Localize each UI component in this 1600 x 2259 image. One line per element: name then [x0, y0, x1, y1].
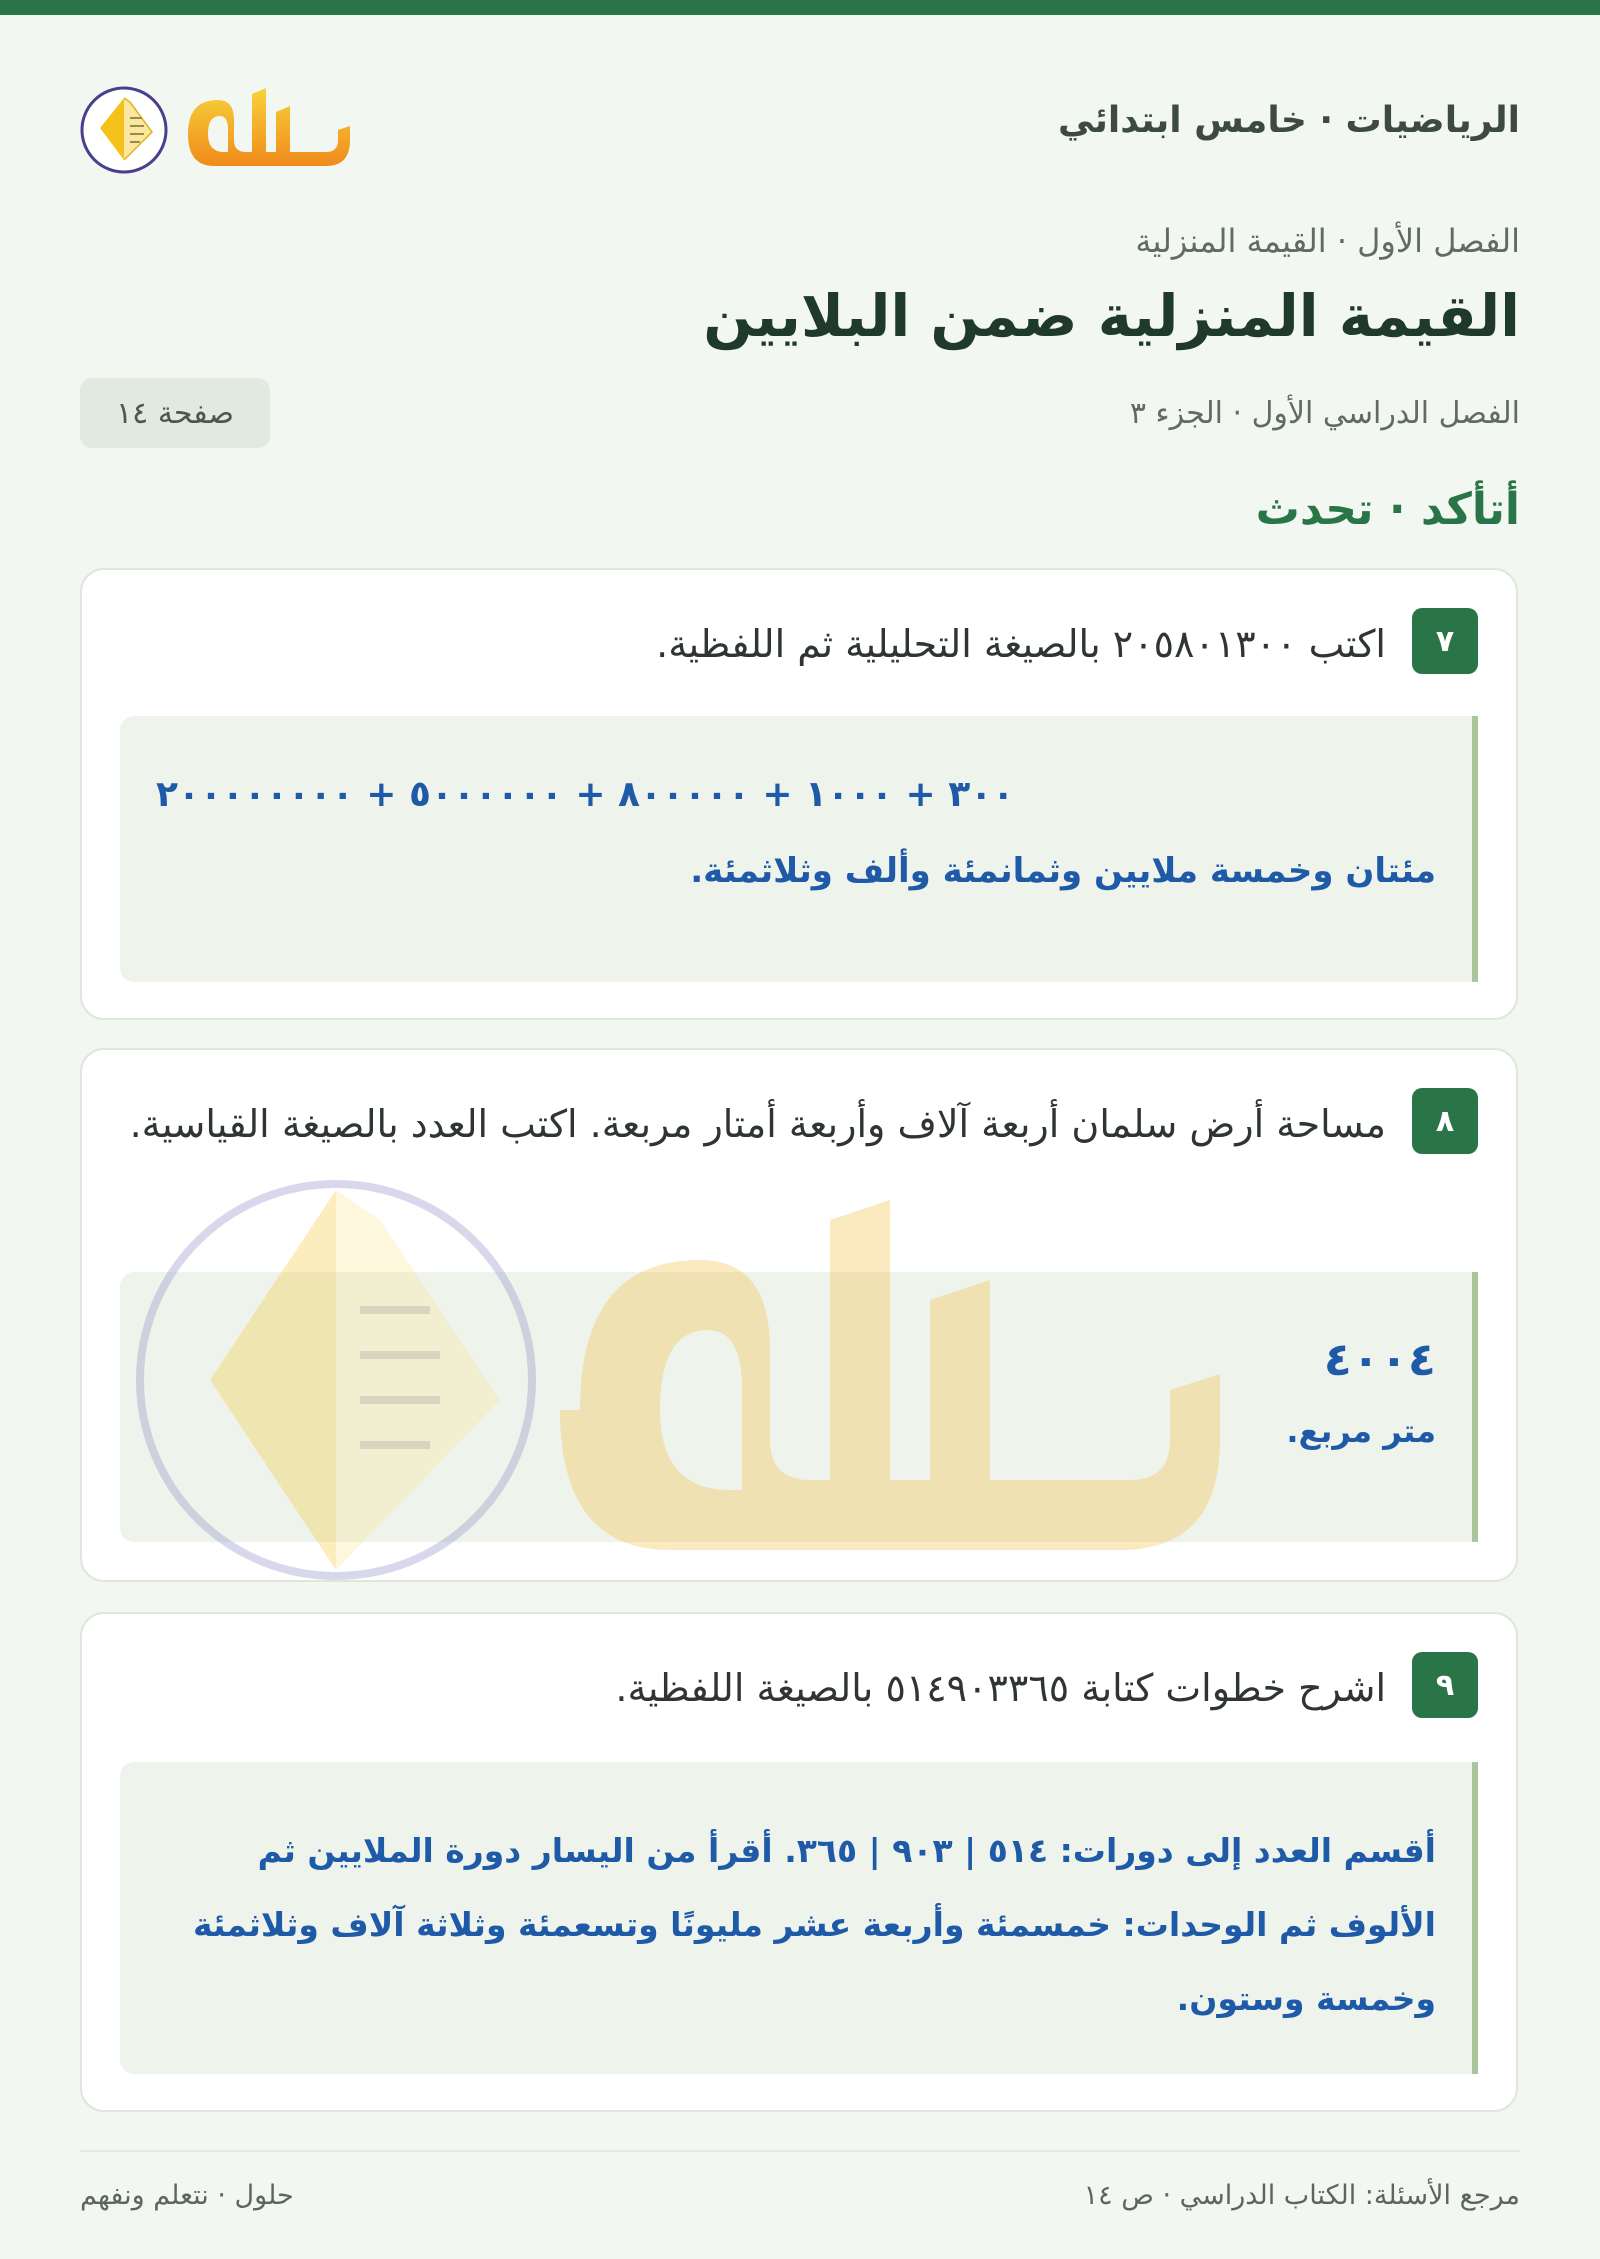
question-number: ٩	[1412, 1652, 1478, 1718]
question-card-9	[80, 1612, 1518, 2112]
top-accent-bar	[0, 0, 1600, 15]
answer-explanation: أقسم العدد إلى دورات: ٥١٤ | ٩٠٣ | ٣٦٥. أقرأ من اليسار دورة الملايين ثم الألوف ثم الوحدات: خمسمئة وأربعة عشر مليونًا وتسعمئة وثلاثة آلاف وثلاثمئة وخمسة وستون.	[192, 1831, 1436, 2018]
question-number: ٧	[1412, 608, 1478, 674]
question-text: اشرح خطوات كتابة ٥١٤٩٠٣٣٦٥ بالصيغة اللفظية.	[615, 1666, 1386, 1710]
answer-box	[120, 1272, 1478, 1542]
question-text: مساحة أرض سلمان أربعة آلاف وأربعة أمتار مربعة. اكتب العدد بالصيغة القياسية.	[129, 1102, 1386, 1146]
answer-word-form: مئتان وخمسة ملايين وثمانمئة وألف وثلاثمئة.	[690, 851, 1436, 891]
page-title: القيمة المنزلية ضمن البلايين	[703, 282, 1520, 350]
question-text: اكتب ٢٠٥٨٠١٣٠٠ بالصيغة التحليلية ثم اللفظية.	[656, 622, 1386, 666]
answer-box	[120, 716, 1478, 982]
footer-reference: مرجع الأسئلة: الكتاب الدراسي · ص ١٤	[1083, 2180, 1520, 2211]
question-card-7	[80, 568, 1518, 1020]
semester-label: الفصل الدراسي الأول · الجزء ٣	[1129, 396, 1520, 431]
subject-grade: الرياضيات · خامس ابتدائي	[1057, 100, 1520, 141]
answer-standard-form: ٤٠٠٤	[1323, 1332, 1436, 1386]
question-card-8	[80, 1048, 1518, 1582]
footer-tagline: حلول · نتعلم ونفهم	[80, 2180, 294, 2211]
question-number: ٨	[1412, 1088, 1478, 1154]
hulul-logo	[78, 62, 378, 182]
answer-unit: متر مربع.	[1286, 1412, 1436, 1450]
page-number-badge: صفحة ١٤	[80, 378, 270, 448]
answer-expanded-form: ٣٠٠ + ١٠٠٠ + ٨٠٠٠٠٠ + ٥٠٠٠٠٠٠ + ٢٠٠٠٠٠٠٠٠	[156, 774, 1015, 815]
breadcrumb: الفصل الأول · القيمة المنزلية	[1135, 222, 1520, 260]
answer-box	[120, 1762, 1478, 2074]
section-title: أتأكد · تحدث	[1255, 484, 1520, 535]
footer-divider	[80, 2150, 1520, 2152]
